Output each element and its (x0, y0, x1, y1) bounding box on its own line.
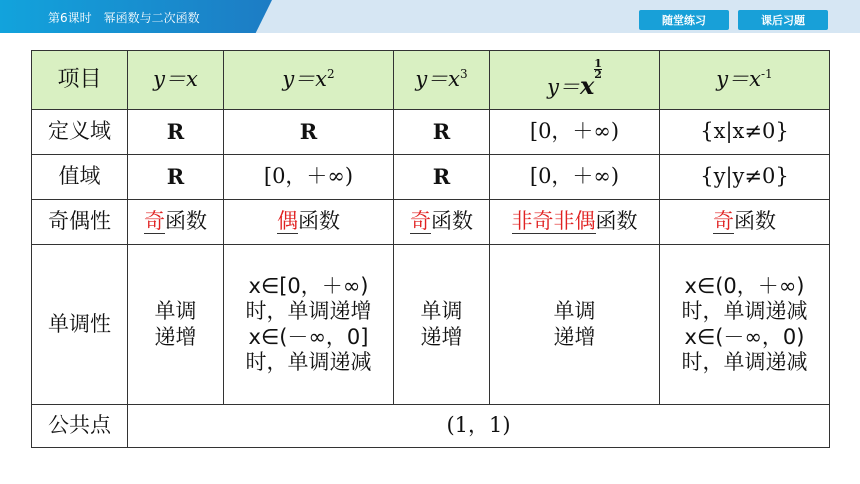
parity-answer: 奇 (713, 209, 734, 234)
range-label: 值域 (32, 155, 128, 200)
monotonicity-f3: 单调 递增 (394, 245, 490, 405)
range-f3: R (394, 155, 490, 200)
table-row-domain (32, 110, 830, 155)
lesson-title: 第6课时 幂函数与二次函数 (48, 11, 200, 25)
domain-f2: R (224, 110, 394, 155)
monotonicity-label: 单调性 (32, 245, 128, 405)
header-f5: $y=x^{-1}$ (660, 51, 830, 110)
table-row-range (32, 155, 830, 200)
range-f4: [0，＋∞) (490, 155, 660, 200)
parity-answer: 奇 (410, 209, 431, 234)
range-f1: R (128, 155, 224, 200)
header-f1: y＝x (128, 51, 224, 110)
range-f2: [0，＋∞) (224, 155, 394, 200)
domain-f3: R (394, 110, 490, 155)
parity-answer: 奇 (144, 209, 165, 234)
power-function-table (31, 50, 830, 448)
table-row-common-point (32, 405, 830, 448)
table-header-row (32, 51, 830, 110)
monotonicity-f2: x∈[0，＋∞) 时，单调递增 x∈(－∞，0] 时，单调递减 (224, 245, 394, 405)
header-f3: $y=x^3$ (394, 51, 490, 110)
practice-button[interactable]: 随堂练习 (639, 10, 729, 30)
domain-f1: R (128, 110, 224, 155)
common-point-label: 公共点 (32, 405, 128, 448)
header-f2: $y=x^2$ (224, 51, 394, 110)
parity-f4: 非奇非偶函数 (490, 200, 660, 245)
parity-f1: 奇函数 (128, 200, 224, 245)
monotonicity-f1: 单调 递增 (128, 245, 224, 405)
monotonicity-f5: x∈(0，＋∞) 时，单调递减 x∈(－∞，0) 时，单调递减 (660, 245, 830, 405)
header-f4: y＝x $\frac{1}{2}$ (490, 51, 660, 110)
homework-button[interactable]: 课后习题 (738, 10, 828, 30)
parity-f5: 奇函数 (660, 200, 830, 245)
domain-f5: {x|x≠0} (660, 110, 830, 155)
table-row-monotonicity (32, 245, 830, 405)
header-item: 项目 (32, 51, 128, 110)
monotonicity-f4: 单调 递增 (490, 245, 660, 405)
parity-label: 奇偶性 (32, 200, 128, 245)
range-f5: {y|y≠0} (660, 155, 830, 200)
parity-answer: 非奇非偶 (511, 209, 596, 234)
table-row-parity (32, 200, 830, 245)
parity-f2: 偶函数 (224, 200, 394, 245)
domain-f4: [0，＋∞) (490, 110, 660, 155)
common-point-value: (1，1) (128, 405, 830, 448)
domain-label: 定义域 (32, 110, 128, 155)
parity-answer: 偶 (277, 209, 298, 234)
parity-f3: 奇函数 (394, 200, 490, 245)
